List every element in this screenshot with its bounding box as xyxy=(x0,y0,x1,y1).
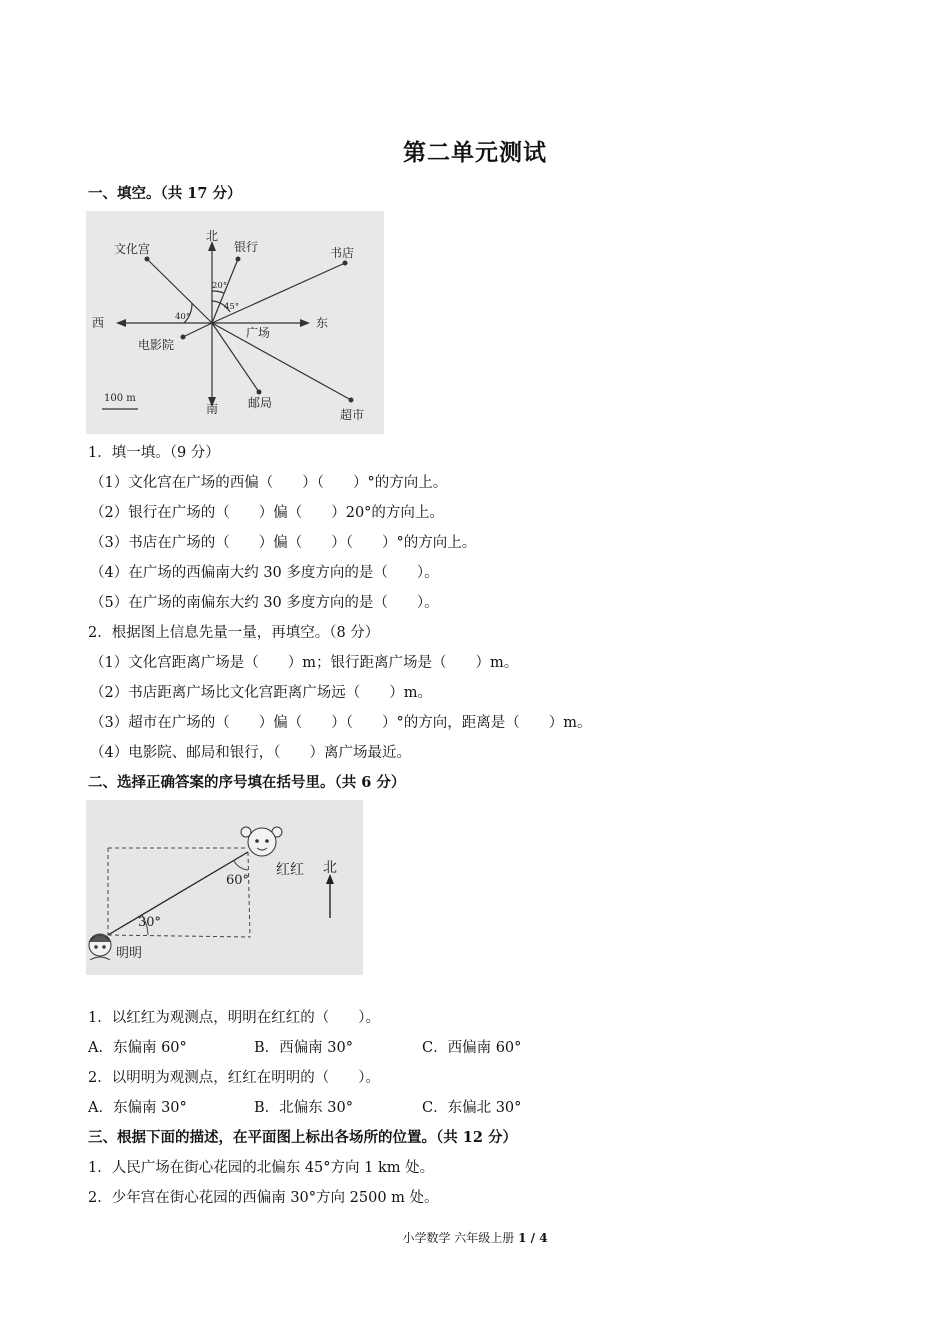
label-bank: 银行 xyxy=(234,240,259,254)
label-mingming: 明明 xyxy=(116,946,143,961)
label-west: 西 xyxy=(92,316,105,330)
label-culture-palace: 文化宫 xyxy=(114,242,151,256)
s3-item-1: 1．人民广场在街心花园的北偏东 45°方向 1 km 处。 xyxy=(88,1160,435,1176)
label-scale: 100 m xyxy=(104,393,136,404)
label-angle-40: 40° xyxy=(175,312,191,322)
dot-post-office xyxy=(257,390,262,395)
dot-supermarket xyxy=(349,398,354,403)
label-angle-30: 30° xyxy=(138,915,162,930)
label-angle-60: 60° xyxy=(226,873,250,888)
label-north: 北 xyxy=(206,229,219,243)
dot-bookstore xyxy=(343,261,348,266)
s2-q2-option-a: A．东偏南 30° xyxy=(88,1100,187,1116)
q1-item-1: （1）文化宫在广场的西偏（ ）（ ）°的方向上。 xyxy=(90,475,448,491)
label-east: 东 xyxy=(316,316,329,330)
q1-label: 1．填一填。（9 分） xyxy=(88,445,220,461)
section2-heading: 二、选择正确答案的序号填在括号里。（共 6 分） xyxy=(88,774,406,791)
dot-cinema xyxy=(181,335,186,340)
page-title: 第二单元测试 xyxy=(403,139,547,166)
label-north: 北 xyxy=(323,860,337,876)
q2-item-3: （3）超市在广场的（ ）偏（ ）（ ）°的方向，距离是（ ）m。 xyxy=(90,715,592,731)
s2-q1-option-c: C．西偏南 60° xyxy=(422,1040,522,1056)
label-angle-20: 20° xyxy=(212,281,228,291)
q2-item-4: （4）电影院、邮局和银行，（ ）离广场最近。 xyxy=(90,745,411,761)
label-cinema: 电影院 xyxy=(138,338,175,352)
section1-heading: 一、填空。（共 17 分） xyxy=(88,185,242,202)
q1-item-2: （2）银行在广场的（ ）偏（ ）20°的方向上。 xyxy=(90,505,444,521)
label-south: 南 xyxy=(206,402,219,416)
page-footer xyxy=(0,1229,950,1246)
q2-item-1: （1）文化宫距离广场是（ ）m；银行距离广场是（ ）m。 xyxy=(90,655,519,671)
direction-map-svg xyxy=(86,211,384,434)
direction-map-figure xyxy=(86,211,384,434)
label-honghong: 红红 xyxy=(276,862,304,878)
label-supermarket: 超市 xyxy=(340,408,365,422)
dot-bank xyxy=(236,257,241,262)
s3-item-2: 2．少年宫在街心花园的西偏南 30°方向 2500 m 处。 xyxy=(88,1190,439,1206)
section3-heading: 三、根据下面的描述，在平面图上标出各场所的位置。（共 12 分） xyxy=(88,1129,518,1146)
label-angle-45: 45° xyxy=(224,302,240,312)
observation-svg xyxy=(86,800,363,975)
observation-figure xyxy=(86,800,363,975)
q1-item-3: （3）书店在广场的（ ）偏（ ）（ ）°的方向上。 xyxy=(90,535,477,551)
q2-label: 2．根据图上信息先量一量，再填空。（8 分） xyxy=(88,625,380,641)
dot-culture-palace xyxy=(145,257,150,262)
label-post-office: 邮局 xyxy=(248,396,273,410)
q1-item-5: （5）在广场的南偏东大约 30 多度方向的是（ ）。 xyxy=(90,595,439,611)
s2-q1-text: 1．以红红为观测点，明明在红红的（ ）。 xyxy=(88,1010,380,1026)
label-bookstore: 书店 xyxy=(330,246,355,260)
footer-page-number: 1 / 4 xyxy=(518,1231,548,1245)
girl-face xyxy=(248,828,276,856)
s2-q2-text: 2．以明明为观测点，红红在明明的（ ）。 xyxy=(88,1070,380,1086)
q2-item-2: （2）书店距离广场比文化宫距离广场远（ ）m。 xyxy=(90,685,432,701)
footer-subject: 小学数学 六年级上册 xyxy=(402,1231,515,1245)
s2-q2-option-b: B．北偏东 30° xyxy=(254,1100,353,1116)
s2-q2-option-c: C．东偏北 30° xyxy=(422,1100,522,1116)
q1-item-4: （4）在广场的西偏南大约 30 多度方向的是（ ）。 xyxy=(90,565,439,581)
s2-q1-option-b: B．西偏南 30° xyxy=(254,1040,353,1056)
label-square: 广场 xyxy=(246,326,271,340)
s2-q1-option-a: A．东偏南 60° xyxy=(88,1040,187,1056)
